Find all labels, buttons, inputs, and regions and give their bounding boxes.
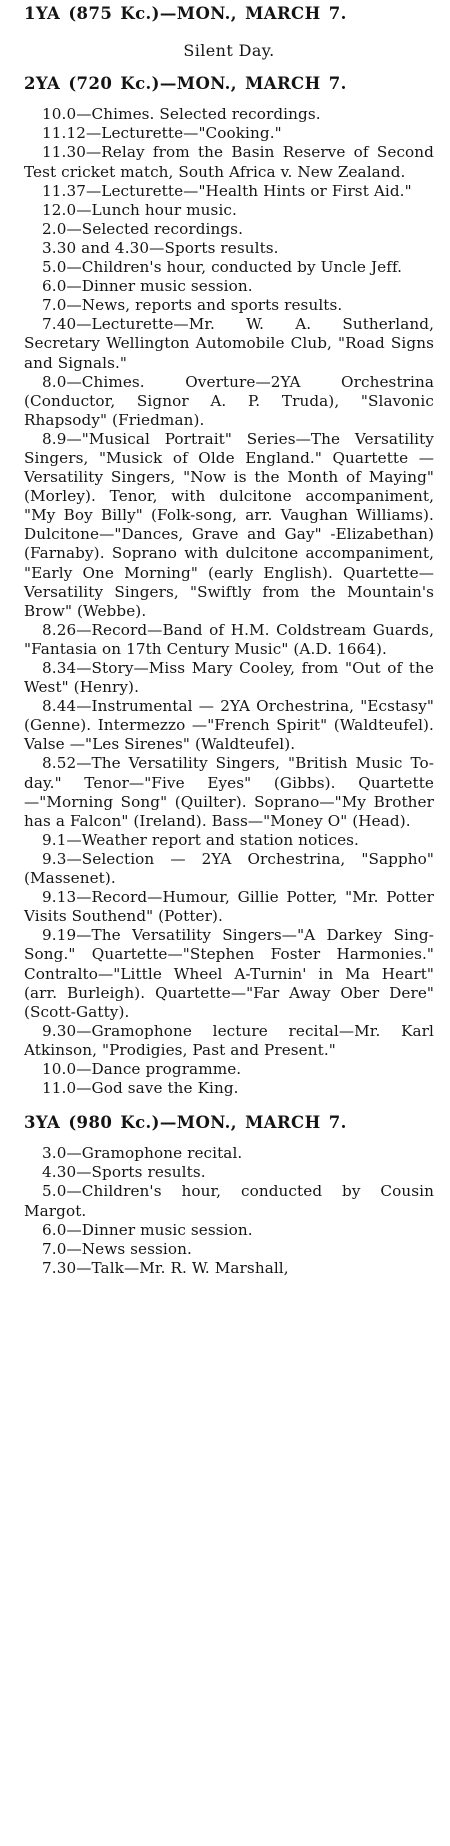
programme-list [24, 1144, 434, 1278]
programme-item [24, 926, 434, 1021]
item-time: 9.1 [42, 830, 67, 849]
item-text: —Relay from the Basin Reserve of Second Test cricket match, South Africa v. New Zealand. [24, 143, 434, 181]
programme-item [24, 1022, 434, 1060]
programme-item [24, 105, 434, 124]
programme-item [24, 143, 434, 181]
item-time: 5.0 [42, 1182, 67, 1201]
programme-item [24, 1060, 434, 1079]
programme-item [24, 315, 434, 372]
programme-item [24, 1144, 434, 1163]
item-text: —Record—Band of H.M. Coldstream Guards, "Fantasia on 17th Century Music" (A.D. 1664). [24, 620, 434, 658]
item-text: —Lunch hour music. [76, 200, 237, 219]
item-text: —Gramophone lecture recital—Mr. Karl Atkinson, "Prodigies, Past and Present." [24, 1021, 434, 1059]
programme-item [24, 201, 434, 220]
item-time: 11.12 [42, 124, 86, 143]
item-time: 9.13 [42, 888, 77, 907]
item-text: —Dinner music session. [66, 277, 253, 296]
item-text: —Chimes. Overture—2YA Orchestrina (Conductor, Signor A. P. Truda), "Slavonic Rhapsody" (Friedman). [24, 372, 434, 429]
programme-item [24, 888, 434, 926]
programme-item [24, 1079, 434, 1098]
item-time: 10.0 [42, 1059, 77, 1078]
item-text: —Story—Miss Mary Cooley, from "Out of the West" (Henry). [24, 659, 434, 697]
item-time: 6.0 [42, 1220, 67, 1239]
item-text: —Children's hour, conducted by Cousin Margot. [24, 1182, 434, 1220]
item-text: —God save the King. [76, 1079, 239, 1098]
station-heading: 2YA (720 Kc.)—MON., MARCH 7. [24, 74, 347, 94]
item-text: —Dance programme. [76, 1059, 242, 1078]
item-text: —Chimes. Selected recordings. [76, 105, 321, 124]
programme-item [24, 373, 434, 430]
programme-item [24, 296, 434, 315]
item-text: —Dinner music session. [66, 1220, 253, 1239]
item-time: 6.0 [42, 277, 67, 296]
item-time: 9.3 [42, 849, 67, 868]
item-time: 12.0 [42, 200, 77, 219]
silent-day-note: Silent Day. [183, 41, 275, 61]
item-time: 7.40 [42, 315, 77, 334]
item-text: —Talk—Mr. R. W. Marshall, [76, 1258, 289, 1277]
programme-item [24, 220, 434, 239]
programme-item [24, 430, 434, 621]
item-time: 8.44 [42, 697, 77, 716]
item-text: —"Musical Portrait" Series—The Versatility Singers, "Musick of Olde England." Quartette — Versatility Singers, "Now is the Month of Maying" (Morley). Tenor, with dulcitone accompaniment, "My Boy Billy" (Folk-song, arr. Vaughan Williams). Dulcitone—"Dances, Grave and Gay" -Elizabethan) (Farnaby). Soprano with dulcitone accompaniment, "Early One Morning" (early English). Quartette—Versatility Singers, "Swiftly from the Mountain's Brow" (Webbe). [24, 429, 434, 620]
programme-item [24, 1240, 434, 1259]
item-text: —Gramophone recital. [66, 1144, 243, 1163]
programme-item [24, 1182, 434, 1220]
item-text: —Children's hour, conducted by Uncle Jeff. [66, 258, 403, 277]
item-text: —Lecturette—Mr. W. A. Sutherland, Secretary Wellington Automobile Club, "Road Signs and Signals." [24, 315, 434, 372]
programme-item [24, 850, 434, 888]
programme-item [24, 754, 434, 830]
item-time: 3.0 [42, 1144, 67, 1163]
item-text: —Lecturette—"Health Hints or First Aid." [85, 181, 412, 200]
station-heading: 1YA (875 Kc.)—MON., MARCH 7. [24, 4, 347, 23]
item-text: —The Versatility Singers—"A Darkey Sing-Song." Quartette—"Stephen Foster Harmonies." Contralto—"Little Wheel A-Turnin' in Ma Heart" (arr. Burleigh). Quartette—"Far Away Ober Dere" (Scott-Gatty). [24, 926, 434, 1021]
item-text: —Sports results. [76, 1163, 206, 1182]
programme-item [24, 1259, 434, 1278]
programme-list [24, 105, 434, 1098]
item-text: —Selected recordings. [66, 219, 244, 238]
station-1ya [24, 4, 434, 60]
item-time: 8.26 [42, 620, 77, 639]
station-3ya [24, 1113, 434, 1278]
item-time: 8.9 [42, 429, 67, 448]
item-text: —Selection — 2YA Orchestrina, "Sappho" (Massenet). [24, 849, 434, 888]
programme-item [24, 831, 434, 850]
item-time: 11.30 [42, 143, 86, 162]
item-time: 5.0 [42, 258, 67, 277]
item-text: —The Versatility Singers, "British Music To-day." Tenor—"Five Eyes" (Gibbs). Quartette—"Morning Song" (Quilter). Soprano—"My Brother has a Falcon" (Ireland). Bass—"Money O" (Head). [24, 754, 434, 830]
station-2ya [24, 74, 434, 1098]
item-text: —Sports results. [149, 238, 279, 257]
programme-item [24, 124, 434, 143]
item-time: 10.0 [42, 105, 77, 124]
item-text: —Lecturette—"Cooking." [85, 124, 282, 143]
programme-item [24, 277, 434, 296]
item-time: 11.37 [42, 181, 86, 200]
programme-item [24, 258, 434, 277]
item-time: 2.0 [42, 219, 67, 238]
item-time: 9.30 [42, 1021, 77, 1040]
item-time: 9.19 [42, 926, 77, 945]
item-text: —Weather report and station notices. [66, 830, 359, 849]
item-time: 3.30 and 4.30 [42, 238, 150, 257]
item-time: 8.52 [42, 754, 77, 773]
item-text: —Record—Humour, Gillie Potter, "Mr. Potter Visits Southend" (Potter). [24, 888, 434, 926]
item-time: 7.0 [42, 1239, 67, 1258]
item-time: 8.34 [42, 659, 77, 677]
item-time: 7.0 [42, 296, 67, 315]
item-time: 7.30 [42, 1258, 77, 1277]
station-heading: 3YA (980 Kc.)—MON., MARCH 7. [24, 1113, 347, 1133]
item-time: 4.30 [42, 1163, 77, 1182]
programme-item [24, 1163, 434, 1182]
programme-item [24, 239, 434, 258]
item-text: —News, reports and sports results. [66, 296, 343, 315]
programme-item [24, 659, 434, 697]
item-text: —Instrumental — 2YA Orchestrina, "Ecstasy" (Genne). Intermezzo —"French Spirit" (Waldteufel). Valse —"Les Sirenes" (Waldteufel). [24, 697, 434, 754]
programme-item [24, 621, 434, 659]
item-text: —News session. [66, 1239, 192, 1258]
item-time: 8.0 [42, 372, 67, 391]
item-time: 11.0 [42, 1079, 77, 1098]
programme-item [24, 182, 434, 201]
programme-item [24, 697, 434, 754]
programme-item [24, 1221, 434, 1240]
